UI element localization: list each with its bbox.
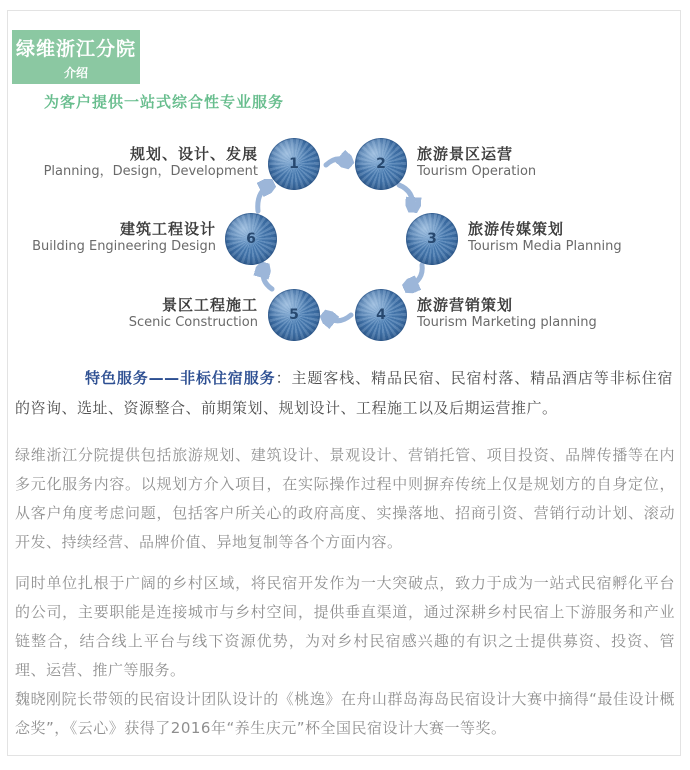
label-zh: 规划、设计、发展: [129, 145, 258, 163]
content-card: [7, 10, 681, 756]
branch-subtitle: 介绍: [63, 65, 88, 80]
label-en: Tourism Marketing planning: [417, 315, 597, 330]
circle-number: 6: [246, 231, 256, 247]
label-zh: 旅游营销策划: [417, 296, 514, 314]
process-circle-2: [355, 138, 407, 190]
diagram-title: 为客户提供一站式综合性专业服务: [44, 93, 285, 111]
label-en: Building Engineering Design: [32, 239, 216, 254]
branch-title: 绿维浙江分院: [15, 37, 136, 60]
label-en: Planning，Design，Development: [43, 164, 258, 179]
label-zh: 旅游传媒策划: [468, 220, 565, 238]
label-en: Scenic Construction: [128, 315, 258, 330]
label-zh: 旅游景区运营: [417, 145, 514, 163]
circle-number: 4: [376, 307, 386, 323]
feature-service-label: 特色服务——非标住宿服务: [85, 369, 276, 387]
circle-number: 5: [289, 307, 299, 323]
process-circle-5: [268, 289, 320, 341]
feature-service-text: ：主题客栈、精品民宿、民宿村落、精品酒店等非标住宿的咨询、选址、资源整合、前期策划、规划设计、工程施工以及后期运营推广。: [15, 369, 673, 417]
label-zh: 景区工程施工: [161, 296, 258, 314]
service-cycle-diagram: [8, 126, 680, 366]
label-en: Tourism Operation: [417, 164, 537, 179]
branch-header-badge: [12, 30, 140, 84]
process-circle-6: [225, 213, 277, 265]
circle-number: 3: [427, 231, 437, 247]
process-circle-4: [355, 289, 407, 341]
awards-paragraph: 魏晓刚院长带领的民宿设计团队设计的《桃逸》在舟山群岛海岛民宿设计大赛中摘得“最佳设计概念奖”，《云心》获得了2016年“养生庆元”杯全国民宿设计大赛一等奖。: [15, 690, 675, 737]
diagram-label-building-engineering-design: [32, 221, 216, 255]
diagram-label-tourism-operation: [417, 146, 536, 180]
circle-number: 2: [376, 156, 386, 172]
diagram-label-planning-design-development: [44, 146, 258, 180]
diagram-label-scenic-construction: [129, 297, 258, 331]
label-en: Tourism Media Planning: [468, 239, 622, 254]
diagram-label-tourism-marketing-planning: [417, 297, 597, 331]
rural-homestay-paragraph: 同时单位扎根于广阔的乡村区域，将民宿开发作为一大突破点，致力于成为一站式民宿孵化平台的公司，主要职能是连接城市与乡村空间，提供垂直渠道，通过深耕乡村民宿上下游服务和产业链整合，结合线上平台与线下资源优势，为对乡村民宿感兴趣的有识之士提供募资、投资、管理、运营、推广等服务。: [15, 574, 675, 679]
process-circle-3: [406, 213, 458, 265]
intro-paragraph: 绿维浙江分院提供包括旅游规划、建筑设计、景观设计、营销托管、项目投资、品牌传播等在内多元化服务内容。以规划方介入项目，在实际操作过程中则摒弃传统上仅是规划方的自身定位，从客户角度考虑问题，包括客户所关心的政府高度、实操落地、招商引资、营销行动计划、滚动开发、持续经营、品牌价值、异地复制等各个方面内容。: [15, 446, 675, 551]
circle-number: 1: [289, 156, 299, 172]
process-circle-1: [268, 138, 320, 190]
feature-service-line: [15, 363, 673, 423]
diagram-label-tourism-media-planning: [468, 221, 622, 255]
label-zh: 建筑工程设计: [119, 220, 216, 238]
